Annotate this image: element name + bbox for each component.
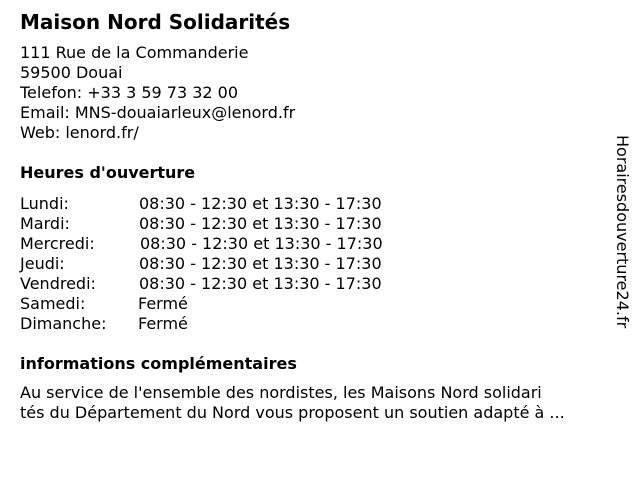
day-hours: Fermé: [138, 314, 188, 333]
address-city: 59500 Douai: [20, 63, 123, 82]
site-watermark: Horairesdouverture24.fr: [613, 135, 632, 329]
day-label: Vendredi:: [20, 274, 96, 293]
website-link[interactable]: Web: lenord.fr/: [20, 123, 139, 142]
day-label: Jeudi:: [20, 254, 65, 273]
email-address[interactable]: Email: MNS-douaiarleux@lenord.fr: [20, 103, 296, 122]
day-hours: 08:30 - 12:30 et 13:30 - 17:30: [139, 214, 382, 233]
watermark-container: [612, 135, 632, 347]
info-line: tés du Département du Nord vous proposent un soutien adapté à ...: [20, 403, 565, 422]
day-label: Dimanche:: [20, 314, 107, 333]
opening-hours-heading: Heures d'ouverture: [20, 163, 196, 182]
day-label: Mardi:: [20, 214, 70, 233]
day-label: Mercredi:: [20, 234, 95, 253]
day-label: Lundi:: [20, 194, 69, 213]
day-hours: 08:30 - 12:30 et 13:30 - 17:30: [139, 274, 382, 293]
info-line: Au service de l'ensemble des nordistes, les Maisons Nord solidari: [20, 383, 542, 402]
day-label: Samedi:: [20, 294, 86, 313]
additional-info-heading: informations complémentaires: [20, 354, 297, 373]
day-hours: 08:30 - 12:30 et 13:30 - 17:30: [139, 194, 382, 213]
phone-number[interactable]: Telefon: +33 3 59 73 32 00: [20, 83, 239, 102]
day-hours: 08:30 - 12:30 et 13:30 - 17:30: [139, 254, 382, 273]
contact-block: [20, 43, 295, 143]
address-street: 111 Rue de la Commanderie: [20, 43, 249, 62]
day-hours: Fermé: [138, 294, 188, 313]
page-title: Maison Nord Solidarités: [20, 10, 291, 34]
additional-info-text: [20, 383, 620, 423]
day-hours: 08:30 - 12:30 et 13:30 - 17:30: [140, 234, 383, 253]
